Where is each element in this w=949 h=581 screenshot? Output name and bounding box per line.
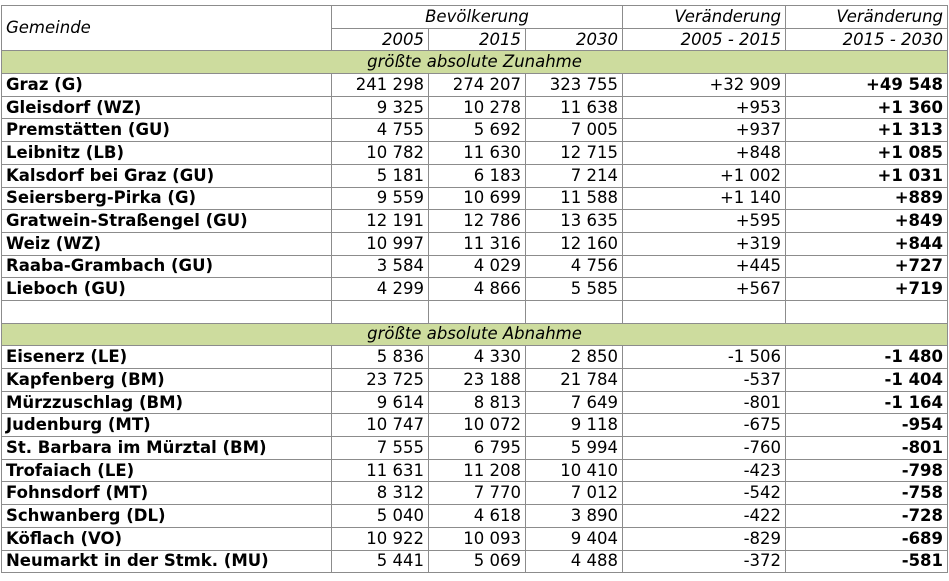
gemeinde-name: Trofaiach (LE)	[2, 459, 332, 482]
table-row	[2, 96, 948, 119]
gemeinde-name: Köflach (VO)	[2, 527, 332, 550]
population-2005: 5 040	[332, 505, 429, 528]
change-2005-2015: -760	[623, 437, 786, 460]
table-row	[2, 232, 948, 255]
change-2015-2030: +1 313	[786, 119, 948, 142]
population-2015: 274 207	[429, 74, 526, 97]
header-gemeinde: Gemeinde	[2, 6, 332, 51]
population-2030: 4 756	[526, 255, 623, 278]
section-title: größte absolute Abnahme	[2, 323, 948, 346]
change-2015-2030: +1 031	[786, 164, 948, 187]
population-2030: 4 488	[526, 550, 623, 573]
population-2030: 3 890	[526, 505, 623, 528]
spacer-cell	[2, 300, 332, 323]
spacer-cell	[429, 300, 526, 323]
change-2005-2015: +848	[623, 142, 786, 165]
change-2015-2030: -728	[786, 505, 948, 528]
section-header-row	[2, 323, 948, 346]
population-2005: 7 555	[332, 437, 429, 460]
population-2015: 5 069	[429, 550, 526, 573]
change-2015-2030: +719	[786, 278, 948, 301]
gemeinde-name: St. Barbara im Mürztal (BM)	[2, 437, 332, 460]
change-2015-2030: +889	[786, 187, 948, 210]
header-year-2030: 2030	[526, 28, 623, 51]
change-2015-2030: -581	[786, 550, 948, 573]
population-2015: 6 795	[429, 437, 526, 460]
population-2015: 11 208	[429, 459, 526, 482]
header-year-2015: 2015	[429, 28, 526, 51]
spacer-cell	[786, 300, 948, 323]
population-2015: 7 770	[429, 482, 526, 505]
change-2015-2030: +49 548	[786, 74, 948, 97]
table-row	[2, 391, 948, 414]
change-2015-2030: -1 480	[786, 346, 948, 369]
change-2005-2015: -801	[623, 391, 786, 414]
change-2005-2015: +595	[623, 210, 786, 233]
table-row	[2, 505, 948, 528]
population-2005: 5 441	[332, 550, 429, 573]
table-row	[2, 437, 948, 460]
change-2005-2015: -829	[623, 527, 786, 550]
header-veraenderung-2: Veränderung	[786, 6, 948, 29]
population-2005: 9 325	[332, 96, 429, 119]
change-2005-2015: -675	[623, 414, 786, 437]
population-2015: 4 866	[429, 278, 526, 301]
population-2005: 9 614	[332, 391, 429, 414]
population-2015: 10 072	[429, 414, 526, 437]
gemeinde-name: Mürzzuschlag (BM)	[2, 391, 332, 414]
change-2015-2030: +849	[786, 210, 948, 233]
population-table	[1, 5, 948, 573]
change-2005-2015: +445	[623, 255, 786, 278]
population-2030: 21 784	[526, 369, 623, 392]
gemeinde-name: Graz (G)	[2, 74, 332, 97]
spacer-cell	[332, 300, 429, 323]
change-2005-2015: +1 140	[623, 187, 786, 210]
change-2015-2030: +1 085	[786, 142, 948, 165]
population-2015: 10 093	[429, 527, 526, 550]
gemeinde-name: Lieboch (GU)	[2, 278, 332, 301]
population-2030: 10 410	[526, 459, 623, 482]
population-2015: 10 699	[429, 187, 526, 210]
change-2015-2030: +1 360	[786, 96, 948, 119]
change-2015-2030: -1 164	[786, 391, 948, 414]
population-2015: 6 183	[429, 164, 526, 187]
population-2005: 12 191	[332, 210, 429, 233]
change-2005-2015: +567	[623, 278, 786, 301]
population-2030: 11 588	[526, 187, 623, 210]
population-2005: 8 312	[332, 482, 429, 505]
change-2005-2015: +1 002	[623, 164, 786, 187]
gemeinde-name: Neumarkt in der Stmk. (MU)	[2, 550, 332, 573]
table-row	[2, 142, 948, 165]
population-2005: 10 782	[332, 142, 429, 165]
change-2005-2015: -422	[623, 505, 786, 528]
population-2015: 8 813	[429, 391, 526, 414]
population-2030: 12 715	[526, 142, 623, 165]
change-2015-2030: +844	[786, 232, 948, 255]
gemeinde-name: Seiersberg-Pirka (G)	[2, 187, 332, 210]
table-row	[2, 210, 948, 233]
header-bevoelkerung: Bevölkerung	[332, 6, 623, 29]
table-row	[2, 482, 948, 505]
change-2005-2015: +319	[623, 232, 786, 255]
population-2015: 23 188	[429, 369, 526, 392]
gemeinde-name: Kalsdorf bei Graz (GU)	[2, 164, 332, 187]
table-row	[2, 74, 948, 97]
change-2005-2015: +953	[623, 96, 786, 119]
table-row	[2, 119, 948, 142]
change-2015-2030: -689	[786, 527, 948, 550]
population-2005: 4 299	[332, 278, 429, 301]
header-veraenderung-1: Veränderung	[623, 6, 786, 29]
spacer-cell	[526, 300, 623, 323]
change-2005-2015: -542	[623, 482, 786, 505]
population-2015: 4 330	[429, 346, 526, 369]
population-2005: 10 747	[332, 414, 429, 437]
table-row	[2, 164, 948, 187]
population-2030: 5 585	[526, 278, 623, 301]
change-2015-2030: +727	[786, 255, 948, 278]
population-2030: 7 012	[526, 482, 623, 505]
population-2005: 5 836	[332, 346, 429, 369]
population-2030: 11 638	[526, 96, 623, 119]
population-2030: 323 755	[526, 74, 623, 97]
population-2030: 7 214	[526, 164, 623, 187]
gemeinde-name: Schwanberg (DL)	[2, 505, 332, 528]
change-2005-2015: -537	[623, 369, 786, 392]
population-2030: 9 404	[526, 527, 623, 550]
population-2005: 10 922	[332, 527, 429, 550]
gemeinde-name: Raaba-Grambach (GU)	[2, 255, 332, 278]
header-range-2005-2015: 2005 - 2015	[623, 28, 786, 51]
change-2005-2015: +937	[623, 119, 786, 142]
spacer-row	[2, 300, 948, 323]
population-2015: 5 692	[429, 119, 526, 142]
gemeinde-name: Kapfenberg (BM)	[2, 369, 332, 392]
population-2005: 9 559	[332, 187, 429, 210]
section-header-row	[2, 51, 948, 74]
population-2005: 241 298	[332, 74, 429, 97]
population-2030: 13 635	[526, 210, 623, 233]
header-row-top	[2, 6, 948, 29]
gemeinde-name: Gleisdorf (WZ)	[2, 96, 332, 119]
header-range-2015-2030: 2015 - 2030	[786, 28, 948, 51]
header-year-2005: 2005	[332, 28, 429, 51]
population-2030: 2 850	[526, 346, 623, 369]
population-2015: 10 278	[429, 96, 526, 119]
change-2005-2015: +32 909	[623, 74, 786, 97]
table-row	[2, 346, 948, 369]
gemeinde-name: Leibnitz (LB)	[2, 142, 332, 165]
population-2015: 4 029	[429, 255, 526, 278]
gemeinde-name: Weiz (WZ)	[2, 232, 332, 255]
population-2005: 11 631	[332, 459, 429, 482]
table-row	[2, 527, 948, 550]
change-2005-2015: -423	[623, 459, 786, 482]
gemeinde-name: Eisenerz (LE)	[2, 346, 332, 369]
change-2015-2030: -801	[786, 437, 948, 460]
population-2030: 7 649	[526, 391, 623, 414]
population-2030: 12 160	[526, 232, 623, 255]
population-2015: 12 786	[429, 210, 526, 233]
change-2015-2030: -758	[786, 482, 948, 505]
population-2030: 9 118	[526, 414, 623, 437]
table-row	[2, 369, 948, 392]
gemeinde-name: Gratwein-Straßengel (GU)	[2, 210, 332, 233]
gemeinde-name: Judenburg (MT)	[2, 414, 332, 437]
gemeinde-name: Fohnsdorf (MT)	[2, 482, 332, 505]
population-2005: 3 584	[332, 255, 429, 278]
population-2030: 5 994	[526, 437, 623, 460]
table-row	[2, 255, 948, 278]
section-title: größte absolute Zunahme	[2, 51, 948, 74]
spacer-cell	[623, 300, 786, 323]
change-2015-2030: -954	[786, 414, 948, 437]
change-2015-2030: -1 404	[786, 369, 948, 392]
population-2005: 10 997	[332, 232, 429, 255]
change-2015-2030: -798	[786, 459, 948, 482]
population-2015: 11 630	[429, 142, 526, 165]
population-2005: 4 755	[332, 119, 429, 142]
gemeinde-name: Premstätten (GU)	[2, 119, 332, 142]
population-2015: 11 316	[429, 232, 526, 255]
population-2030: 7 005	[526, 119, 623, 142]
table-row	[2, 414, 948, 437]
change-2005-2015: -372	[623, 550, 786, 573]
population-2005: 23 725	[332, 369, 429, 392]
table-row	[2, 550, 948, 573]
table-row	[2, 187, 948, 210]
table-row	[2, 278, 948, 301]
table-row	[2, 459, 948, 482]
population-2005: 5 181	[332, 164, 429, 187]
change-2005-2015: -1 506	[623, 346, 786, 369]
population-2015: 4 618	[429, 505, 526, 528]
